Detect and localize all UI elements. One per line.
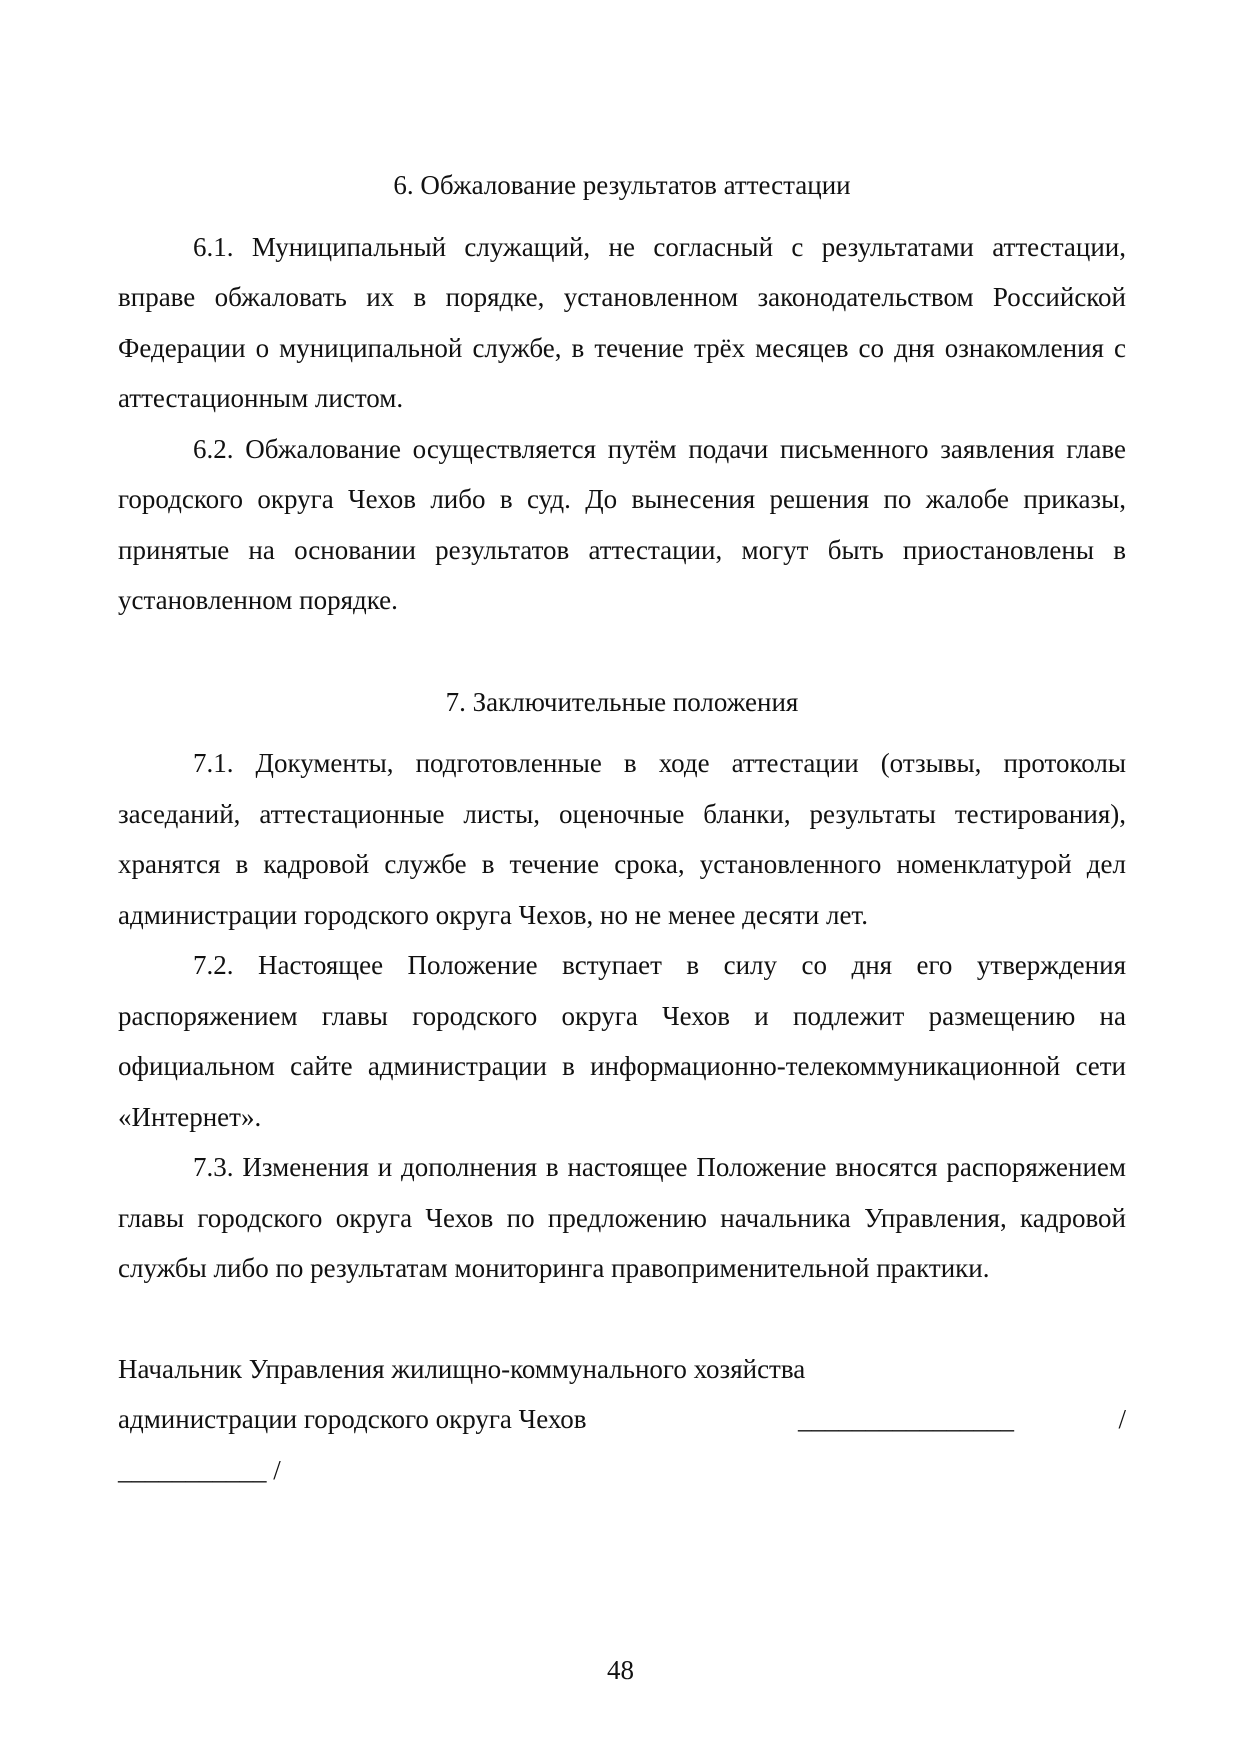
signature-position-line: [118, 1344, 1126, 1395]
paragraph-7-1: 7.1. Документы, подготовленные в ходе аттестации (отзывы, протоколы заседаний, аттестационные листы, оценочные бланки, результаты тестирования), хранятся в кадровой службе в течение срока, установленного номенклатурой дел администрации городского округа Чехов, но не менее десяти лет.: [118, 748, 1126, 930]
paragraph-6-1: 6.1. Муниципальный служащий, не согласный с результатами аттестации, вправе обжаловать их в порядке, установленном законодательством Российской Федерации о муниципальной службе, в течение трёх месяцев со дня ознакомления с аттестационным листом.: [118, 231, 1126, 413]
signature-blank: ________________: [798, 1404, 1014, 1434]
paragraph-7-2: 7.2. Настоящее Положение вступает в силу со дня его утверждения распоряжением главы городского округа Чехов и подлежит размещению на официальном сайте администрации в информационно-телекоммуникационной сети «Интернет».: [118, 950, 1126, 1132]
signature-slash: /: [1118, 1404, 1126, 1434]
section-7-heading: 7. Заключительные положения: [445, 686, 799, 717]
signature-block: [118, 1344, 1126, 1496]
section-6-heading: 6. Обжалование результатов аттестации: [393, 170, 851, 200]
signature-name-line: [118, 1445, 1126, 1496]
signature-position-text: Начальник Управления жилищно-коммунального хозяйства: [118, 1353, 806, 1384]
signature-organization-text: администрации городского округа Чехов: [118, 1404, 587, 1434]
signature-name-blank: ___________ /: [118, 1454, 281, 1485]
document-body: [118, 160, 1126, 1495]
page-number: 48: [607, 1655, 634, 1685]
paragraph-7-3: 7.3. Изменения и дополнения в настоящее Положение вносятся распоряжением главы городского округа Чехов по предложению начальника Управления, кадровой службы либо по результатам мониторинга правоприменительной практики.: [118, 1152, 1126, 1283]
signature-organization-line: [118, 1394, 1126, 1445]
paragraph-6-2: 6.2. Обжалование осуществляется путём подачи письменного заявления главе городского округа Чехов либо в суд. До вынесения решения по жалобе приказы, принятые на основании результатов аттестации, могут быть приостановлены в установленном порядке.: [118, 433, 1126, 615]
